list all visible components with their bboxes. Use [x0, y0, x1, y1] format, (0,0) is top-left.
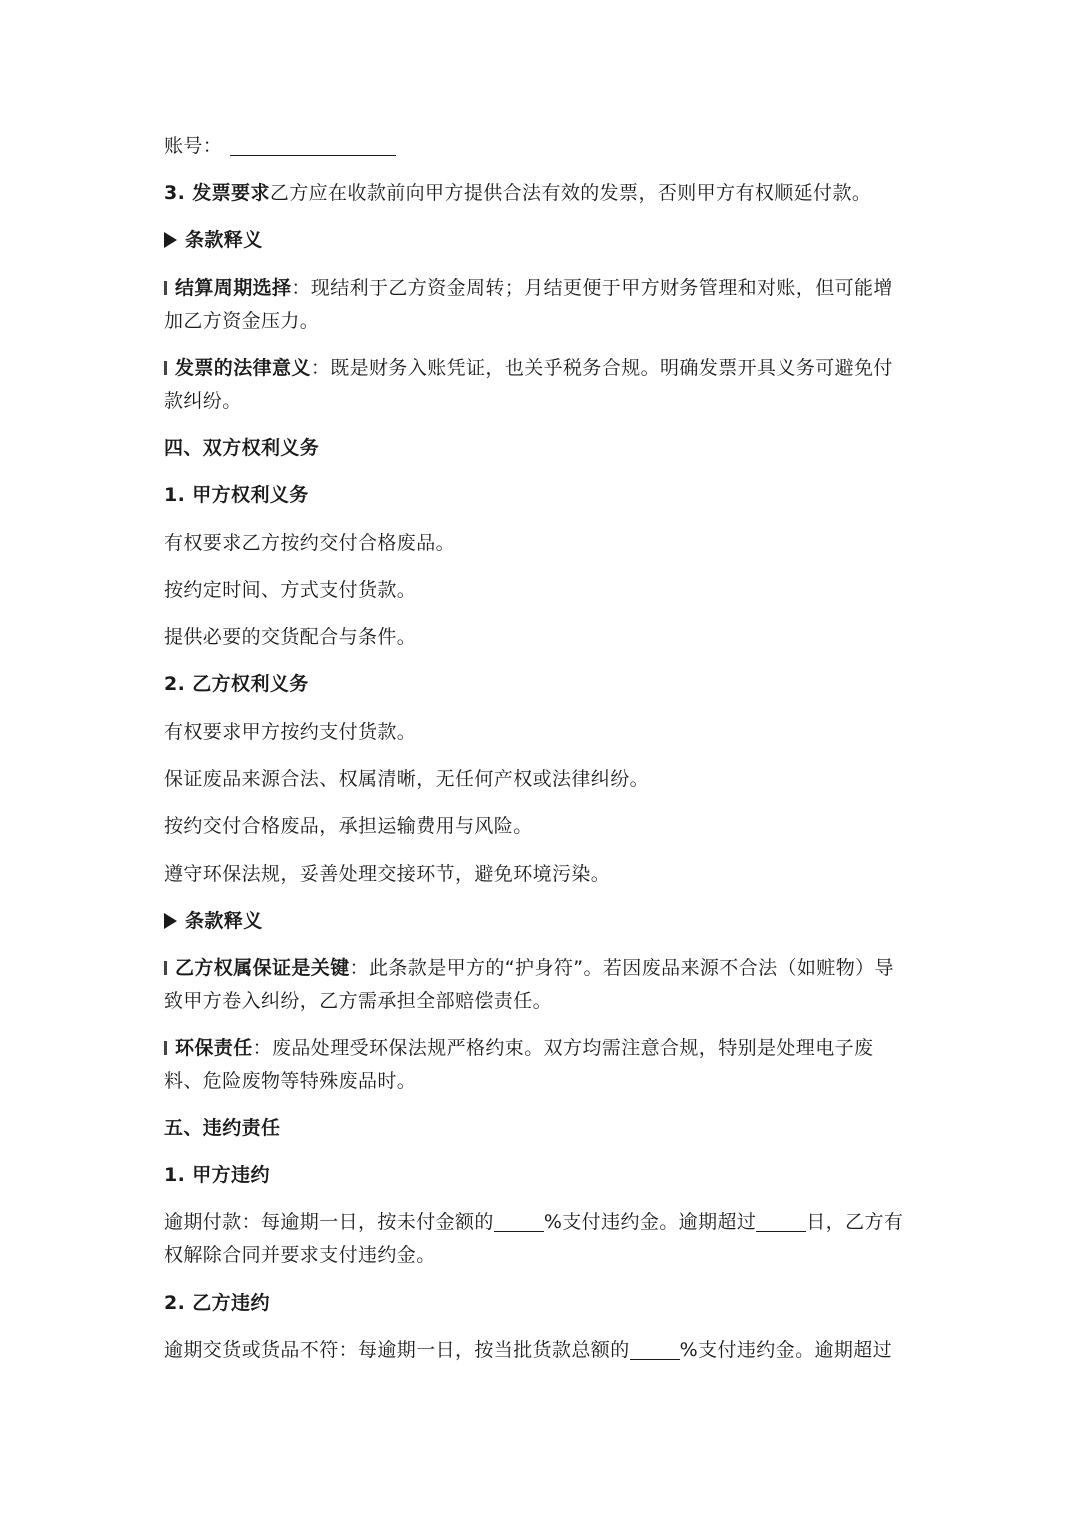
explanation-item: 发票的法律意义：既是财务入账凭证，也关乎税务合规。明确发票开具义务可避免付 [164, 352, 924, 385]
explanation-item-cont: 加乙方资金压力。 [164, 310, 320, 332]
bar-bullet-icon [164, 961, 167, 975]
explanation-item: 结算周期选择：现结利于乙方资金周转；月结更便于甲方财务管理和对账，但可能增 [164, 272, 924, 305]
explanation-item-cont: 致甲方卷入纠纷，乙方需承担全部赔偿责任。 [164, 990, 553, 1012]
explanation-item: 环保责任：废品处理受环保法规严格约束。双方均需注意合规，特别是处理电子废 [164, 1032, 924, 1065]
penalty-line-cont: 权解除合同并要求支付违约金。 [164, 1244, 436, 1266]
subsection-heading: 1. 甲方权利义务 [164, 484, 309, 506]
section-heading: 五、违约责任 [164, 1117, 281, 1139]
invoice-title: 3. 发票要求 [164, 182, 270, 204]
explanation-item-cont: 料、危险废物等特殊废品时。 [164, 1070, 417, 1092]
subsection-heading: 2. 乙方权利义务 [164, 673, 309, 695]
blank-field [494, 1211, 544, 1232]
list-item: 按约定时间、方式支付货款。 [164, 579, 417, 601]
triangle-bullet-icon [164, 232, 177, 248]
explanation-item-cont: 款纠纷。 [164, 390, 242, 412]
bar-bullet-icon [164, 281, 167, 295]
penalty-line: 逾期交货或货品不符：每逾期一日，按当批货款总额的 %支付违约金。逾期超过 [164, 1339, 893, 1361]
subsection-heading: 1. 甲方违约 [164, 1164, 270, 1186]
bar-bullet-icon [164, 1041, 167, 1055]
triangle-bullet-icon [164, 913, 177, 929]
bar-bullet-icon [164, 361, 167, 375]
subsection-heading: 2. 乙方违约 [164, 1292, 270, 1314]
list-item: 有权要求甲方按约支付货款。 [164, 721, 417, 743]
list-item: 提供必要的交货配合与条件。 [164, 626, 417, 648]
blank-field [756, 1211, 806, 1232]
explanation-heading-1: 条款释义 [164, 224, 924, 257]
account-blank [230, 135, 396, 156]
invoice-requirement [164, 177, 924, 210]
list-item: 有权要求乙方按约交付合格废品。 [164, 532, 456, 554]
list-item: 保证废品来源合法、权属清晰，无任何产权或法律纠纷。 [164, 768, 650, 790]
explanation-heading-2: 条款释义 [164, 905, 924, 938]
penalty-line: 逾期付款：每逾期一日，按未付金额的 %支付违约金。逾期超过 日，乙方有 [164, 1211, 904, 1233]
explanation-item: 乙方权属保证是关键：此条款是甲方的“护身符”。若因废品来源不合法（如赃物）导 [164, 952, 924, 985]
account-line [164, 130, 924, 163]
list-item: 按约交付合格废品，承担运输费用与风险。 [164, 815, 533, 837]
list-item: 遵守环保法规，妥善处理交接环节，避免环境污染。 [164, 863, 611, 885]
invoice-text: 乙方应在收款前向甲方提供合法有效的发票，否则甲方有权顺延付款。 [269, 182, 872, 204]
blank-field [630, 1339, 680, 1360]
account-label: 账号： [164, 135, 223, 157]
section-heading: 四、双方权利义务 [164, 437, 320, 459]
